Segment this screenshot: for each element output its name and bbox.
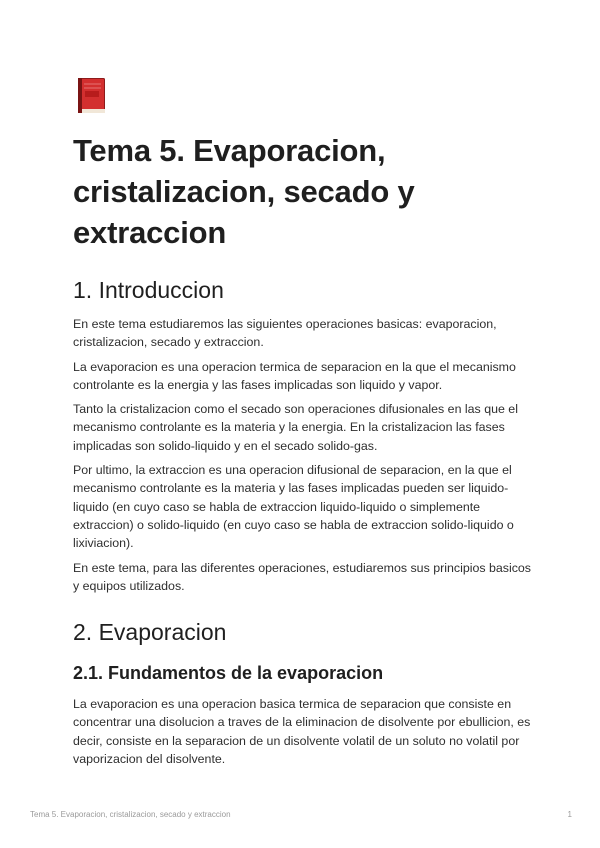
subsection-heading-fundamentos: 2.1. Fundamentos de la evaporacion [73, 663, 384, 684]
paragraph: Por ultimo, la extraccion es una operacion difusional de separacion, en la que el mecanismo controlante es la materia y las fases implicadas pueden ser liquido-liquido (en cuyo caso se habla de extraccion liquido-liquido o simplemente extraccion) o solido-liquido (en cuyo caso se habla de extraccion solido-liquido o lixiviacion). [73, 463, 514, 551]
section-heading-evaporacion: 2. Evaporacion [73, 619, 227, 646]
paragraph: En este tema estudiaremos las siguientes operaciones basicas: evaporacion, cristalizacion, secado y extraccion. [73, 317, 497, 350]
document-page [73, 76, 533, 768]
page-title: Tema 5. Evaporacion, cristalizacion, secado y extraccion [73, 133, 415, 250]
footer-page-number: 1 [567, 810, 572, 819]
paragraph: En este tema, para las diferentes operaciones, estudiaremos sus principios basicos y equipos utilizados. [73, 560, 532, 593]
section-heading-introduccion: 1. Introduccion [73, 277, 224, 303]
paragraph: Tanto la cristalizacion como el secado son operaciones difusionales en las que el mecanismo controlante es la materia y la energia. En la cristalizacion las fases implicadas son solido-liquido y en el secado solido-gas. [73, 402, 518, 453]
footer-document-title: Tema 5. Evaporacion, cristalizacion, secado y extraccion [30, 810, 231, 819]
paragraph: La evaporacion es una operacion basica termica de separacion que consiste en concentrar una disolucion a traves de la eliminacion de disolvente por ebullicion, es decir, consiste en la separacion de un disolvente volatil de un soluto no volatil por vaporizacion del disolvente. [73, 697, 531, 767]
page-footer [30, 810, 572, 819]
paragraph: La evaporacion es una operacion termica de separacion en la que el mecanismo controlante es la energia y las fases implicadas son liquido y vapor. [73, 359, 516, 392]
red-book-icon [75, 76, 109, 116]
